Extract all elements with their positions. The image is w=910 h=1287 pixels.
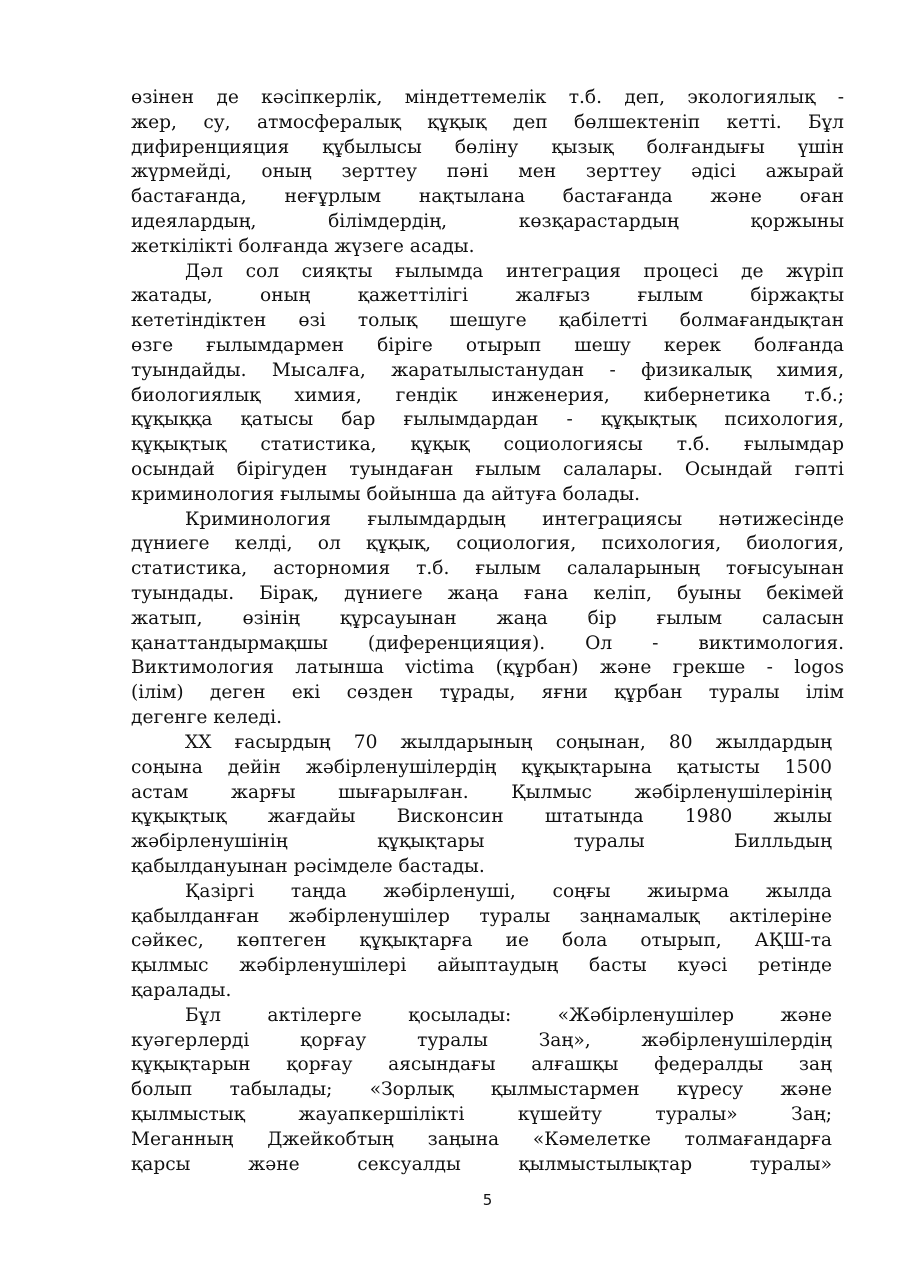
text-line: құқықтарын қорғау аясындағы алғашқы федералды заң: [131, 1054, 832, 1076]
text-line: құқыққа қатысы бар ғылымдардан - құқықтық психология,: [131, 409, 844, 431]
body-text-upper: [131, 86, 844, 731]
text-line: осындай бірігуден туындаған ғылым салалары. Осындай гәпті: [131, 458, 844, 480]
text-line: астам жарғы шығарылған. Қылмыс жәбірленушілерінің: [131, 781, 832, 803]
text-line: туындайды. Мысалға, жаратылыстанудан - физикалық химия,: [131, 359, 844, 381]
text-line: қабылдануынан рәсімделе бастады.: [131, 855, 485, 877]
text-line: криминология ғылымы бойынша да айтуға болады.: [131, 483, 641, 505]
text-line: болып табылады; «Зорлық қылмыстармен күресу және: [131, 1079, 832, 1101]
text-line: құқықтық статистика, құқық социологиясы т.б. ғылымдар: [131, 434, 844, 456]
text-line: дүниеге келді, ол құқық, социология, психология, биология,: [131, 533, 844, 555]
text-line: Виктимология латынша victima (құрбан) және грекше - logos: [131, 657, 844, 679]
paragraph: [131, 880, 832, 1004]
text-line: қабылданған жәбірленушілер туралы заңнамалық актілеріне: [131, 905, 832, 927]
text-line: кететіндіктен өзі толық шешуге қабілетті болмағандықтан: [131, 310, 844, 332]
text-line: сәйкес, көптеген құқықтарға ие бола отырып, АҚШ-та: [131, 930, 832, 952]
text-line: жүрмейді, оның зерттеу пәні мен зерттеу әдісі ажырай: [131, 161, 844, 183]
text-line: өзінен де кәсіпкерлік, міндеттемелік т.б. деп, экологиялық -: [131, 87, 844, 108]
text-line: куәгерлерді қорғау туралы Заң», жәбірленушілердің: [131, 1029, 832, 1051]
body-text-lower: [131, 731, 832, 1177]
text-line: жәбірленушінің құқықтары туралы Билльдың: [131, 831, 832, 853]
text-line: жатады, оның қажеттілігі жалғыз ғылым біржақты: [131, 285, 844, 307]
text-line: қылмыс жәбірленушілері айыптаудың басты куәсі ретінде: [131, 955, 832, 977]
page-number: 5: [482, 1191, 493, 1209]
text-line: қаралады.: [131, 979, 232, 1001]
text-line: (ілім) деген екі сөзден тұрады, яғни құрбан туралы ілім: [131, 682, 844, 704]
text-line: құқықтық жағдайы Висконсин штатында 1980 жылы: [131, 806, 832, 828]
text-line: Криминология ғылымдардың интеграциясы нәтижесінде: [185, 508, 844, 530]
text-line: қанаттандырмақшы (диференцияция). Ол - виктимология.: [131, 632, 844, 654]
text-line: қылмыстық жауапкершілікті күшейту туралы» Заң;: [131, 1103, 832, 1125]
paragraph: [131, 508, 844, 731]
text-line: дегенге келеді.: [131, 706, 282, 728]
text-line: статистика, асторномия т.б. ғылым салаларының тоғысуынан: [131, 558, 844, 580]
text-line: идеялардың, білімдердің, көзқарастардың қоржыны: [131, 210, 844, 232]
paragraph: [131, 260, 844, 508]
text-line: ХХ ғасырдың 70 жылдарының соңынан, 80 жылдардың: [185, 732, 832, 753]
text-line: Қазіргі таңда жәбірленуші, соңғы жиырма жылда: [185, 880, 832, 902]
text-line: жер, су, атмосфералық құқық деп бөлшектеніп кетті. Бұл: [131, 111, 844, 133]
text-line: жатып, өзінің құрсауынан жаңа бір ғылым саласын: [131, 607, 844, 629]
text-line: биологиялық химия, гендік инженерия, кибернетика т.б.;: [131, 384, 844, 406]
paragraph: [131, 731, 832, 880]
text-line: дифиренцияция құбылысы бөліну қызық болғандығы үшін: [131, 136, 844, 158]
text-line: Дәл сол сияқты ғылымда интеграция процесі де жүріп: [185, 260, 844, 282]
text-line: соңына дейін жәбірленушілердің құқықтарына қатысты 1500: [131, 756, 832, 778]
text-line: бастағанда, неғұрлым нақтылана бастағанда және оған: [131, 186, 844, 208]
text-line: Бұл актілерге қосылады: «Жәбірленушілер және: [185, 1004, 832, 1026]
paragraph: [131, 1004, 832, 1178]
paragraph: [131, 86, 844, 260]
text-line: туындады. Бірақ, дүниеге жаңа ғана келіп, буыны бекімей: [131, 582, 844, 604]
text-line: жеткілікті болғанда жүзеге асады.: [131, 235, 475, 257]
text-line: Меганның Джейкобтың заңына «Кәмелетке толмағандарға: [131, 1128, 832, 1150]
text-line: өзге ғылымдармен біріге отырып шешу керек болғанда: [131, 334, 844, 356]
text-line: қарсы және сексуалды қылмыстылықтар туралы»: [131, 1153, 832, 1175]
